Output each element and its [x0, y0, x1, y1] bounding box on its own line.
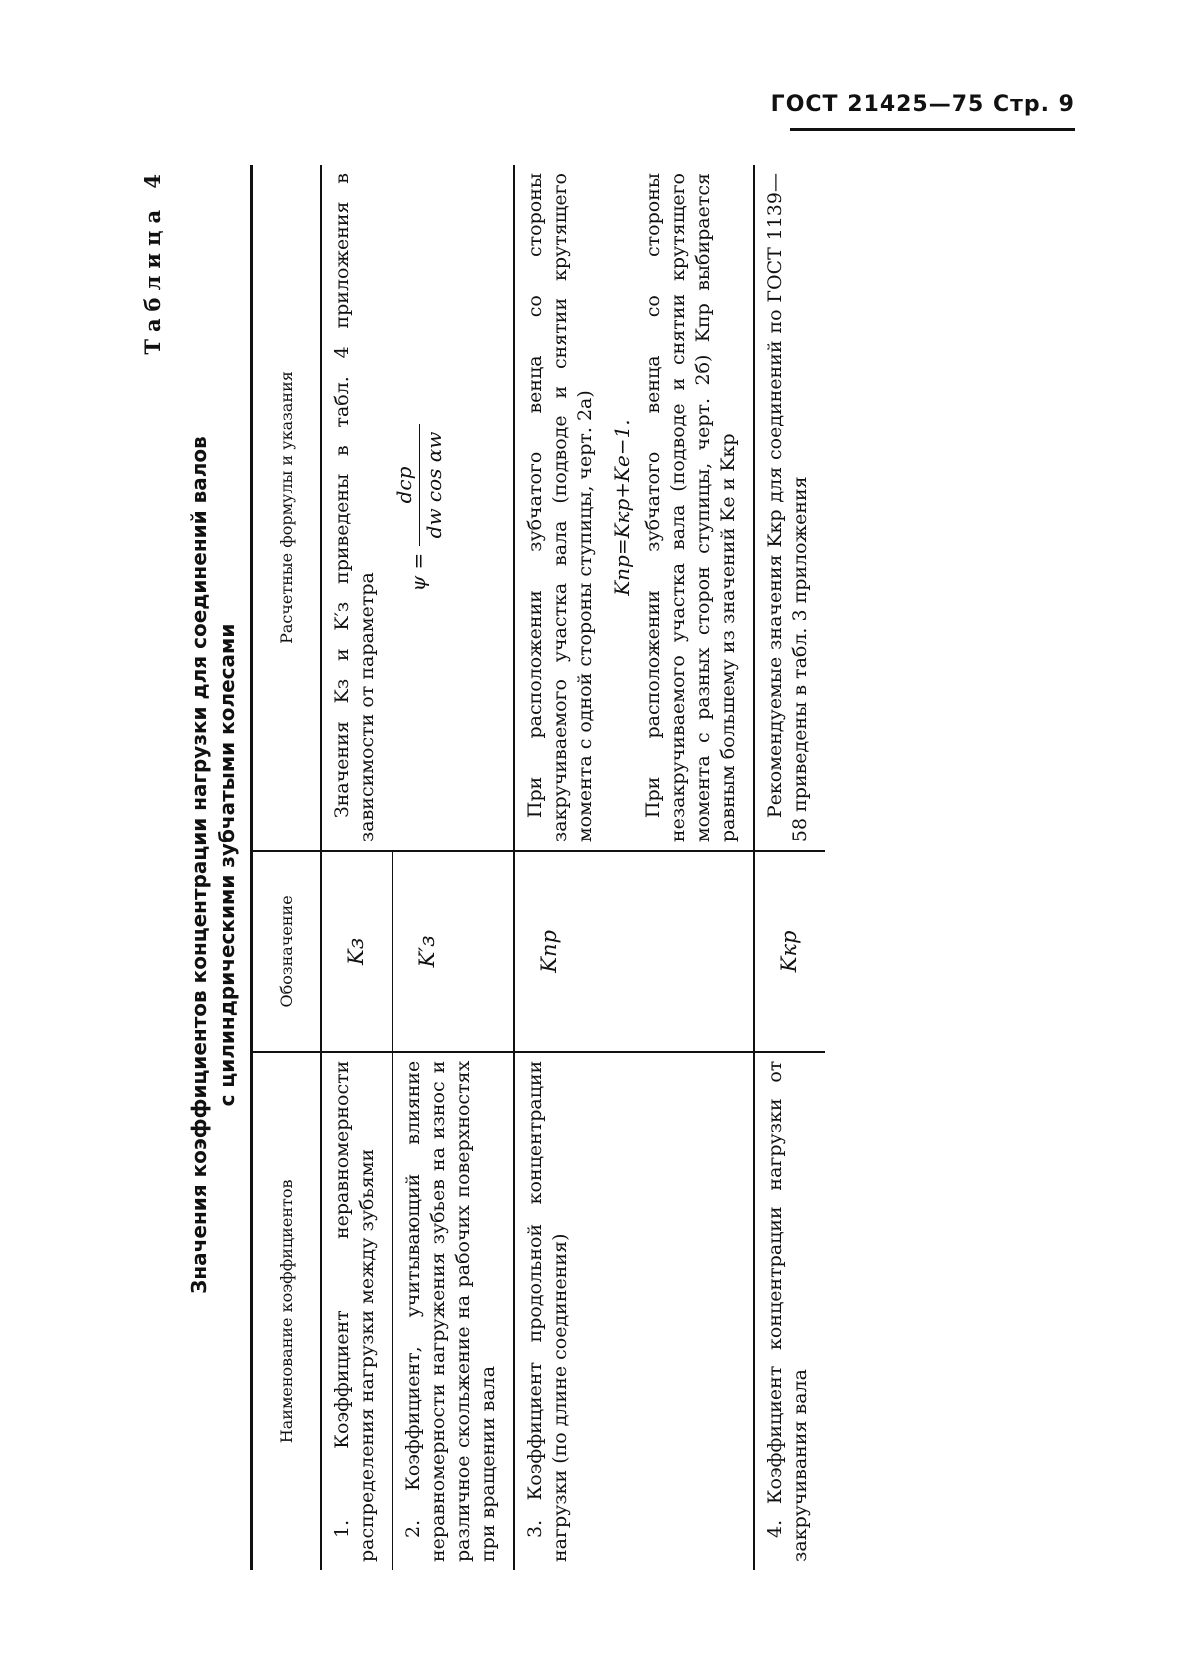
psi-numerator: dср [392, 424, 420, 547]
table-header-row [252, 165, 322, 1570]
kpr-formula: Kпр=Kкр+Kе−1. [610, 419, 634, 596]
row-3-name: 3. Коэффициент продольной концентрации нагрузки (по длине соединения) [514, 1052, 754, 1570]
rotated-table-block [140, 155, 960, 1575]
column-header-symbol: Обозначение [252, 851, 322, 1052]
row-1-formula-text: Значения Kз и K′з приведены в табл. 4 приложения в зависимости от параметра [331, 173, 378, 843]
row-1-symbol: Kз [321, 851, 393, 1052]
table-row [754, 165, 825, 1570]
psi-fraction [392, 424, 447, 547]
row-2-symbol: K′з [393, 851, 515, 1052]
row-4-symbol: Kкр [754, 851, 825, 1052]
row-3-formula [514, 165, 754, 851]
row-1-formula [321, 165, 514, 851]
table-row [514, 165, 754, 1570]
psi-denominator: dw cos αw [422, 431, 446, 539]
row-4-formula: Рекомендуемые значения Kкр для соединений по ГОСТ 1139—58 приведены в табл. 3 приложения [754, 165, 825, 851]
column-header-formula: Расчетные формулы и указания [252, 165, 322, 851]
table-label: Таблица 4 [140, 167, 165, 355]
row-2-name: 2. Коэффициент, учитывающий влияние неравномерности нагружения зубьев на износ и различное скольжение на рабочих поверхностях при вращении вала [393, 1052, 515, 1570]
table-row [321, 165, 393, 1570]
psi-formula-lhs: ψ = [406, 552, 430, 592]
header-rule [790, 128, 1075, 131]
row-3-formula-text1: При расположении зубчатого венца со стороны закручиваемого участка вала (подводе и снятии крутящего момента с одной стороны ступицы, черт. 2а) [524, 173, 596, 843]
row-1-name: 1. Коэффициент неравномерности распределения нагрузки между зубьями [331, 1060, 378, 1562]
page-header: ГОСТ 21425—75 Стр. 9 [770, 92, 1075, 117]
table-title-line2: с цилиндрическими зубчатыми колесами [215, 623, 239, 1107]
table-title-line1: Значения коэффициентов концентрации нагрузки для соединений валов [187, 436, 211, 1294]
row-3-symbol: Kпр [514, 851, 754, 1052]
psi-formula [392, 173, 447, 842]
coefficients-table [250, 165, 825, 1570]
row-4-name: 4. Коэффициент концентрации нагрузки от закручивания вала [754, 1052, 825, 1570]
row-3-formula-text2: При расположении зубчатого венца со стороны незакручиваемого участка вала (подводе и снятии крутящего момента с разных сторон ступицы, черт. 2б) Kпр выбирается равным большему из значений Kе и Kкр [642, 173, 739, 843]
column-header-name: Наименование коэффициентов [252, 1052, 322, 1570]
table-title [185, 155, 241, 1575]
